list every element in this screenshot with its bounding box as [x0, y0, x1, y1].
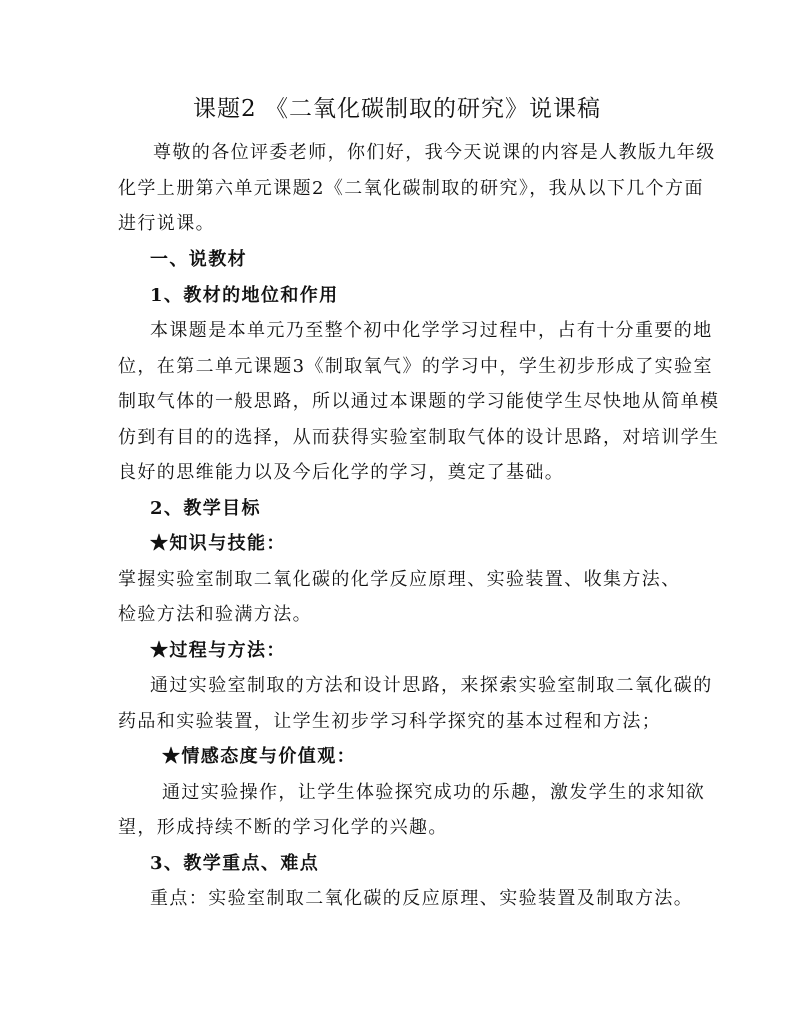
- paragraph-line: 通过实验操作，让学生体验探究成功的乐趣，激发学生的求知欲: [162, 782, 706, 803]
- paragraph-line: 通过实验室制取的方法和设计思路，来探索实验室制取二氧化碳的: [150, 675, 713, 696]
- subsection-1-heading: 1、教材的地位和作用: [150, 285, 339, 306]
- document-title: 课题2 《二氧化碳制取的研究》说课稿: [193, 96, 601, 122]
- intro-line-3: 进行说课。: [118, 213, 215, 234]
- paragraph-line: 仿到有目的的选择，从而获得实验室制取气体的设计思路，对培训学生: [118, 427, 720, 448]
- paragraph-line: 位，在第二单元课题3《制取氧气》的学习中，学生初步形成了实验室: [118, 356, 713, 377]
- goal-process-heading: ★过程与方法：: [150, 640, 286, 661]
- subsection-3-heading: 3、教学重点、难点: [150, 853, 320, 874]
- paragraph-line: 检验方法和验满方法。: [118, 604, 312, 625]
- intro-line-1: 尊敬的各位评委老师，你们好，我今天说课的内容是人教版九年级: [153, 142, 716, 163]
- goal-knowledge-heading: ★知识与技能：: [150, 533, 286, 554]
- paragraph-line: 掌握实验室制取二氧化碳的化学反应原理、实验装置、收集方法、: [118, 569, 681, 590]
- intro-line-2: 化学上册第六单元课题2《二氧化碳制取的研究》，我从以下几个方面: [118, 178, 704, 199]
- goal-emotion-heading: ★情感态度与价值观：: [162, 746, 356, 767]
- subsection-2-heading: 2、教学目标: [150, 498, 261, 519]
- paragraph-line: 药品和实验装置，让学生初步学习科学探究的基本过程和方法；: [118, 711, 662, 732]
- paragraph-line: 制取气体的一般思路，所以通过本课题的学习能使学生尽快地从简单模: [118, 391, 720, 412]
- paragraph-line: 良好的思维能力以及今后化学的学习，奠定了基础。: [118, 462, 565, 483]
- section-1-heading: 一、说教材: [150, 249, 247, 270]
- paragraph-line: 望，形成持续不断的学习化学的兴趣。: [118, 817, 448, 838]
- paragraph-line: 本课题是本单元乃至整个初中化学学习过程中，占有十分重要的地: [150, 320, 713, 341]
- key-point-line: 重点：实验室制取二氧化碳的反应原理、实验装置及制取方法。: [150, 888, 694, 909]
